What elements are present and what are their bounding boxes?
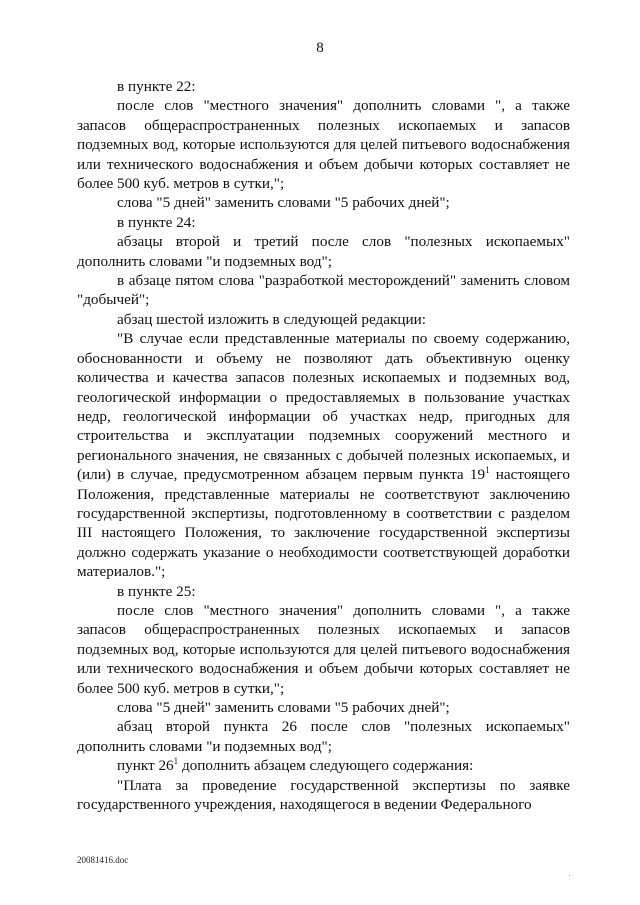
paragraph-text: "В случае если представленные материалы по своему содержанию, обоснованности и объему не позволяют дать объективную оценку количества и качества запасов полезных ископаемых и подземных вод, геологической информации о предоставляемых в пользование участках недр, геологической информации об участках недр, пригодных для строительства и эксплуатации подземных сооружений местного и регионального значения, не связанных с добычей полезных ископаемых, и (или) в случае, предусмотренном абзацем первым пункта 19 [77, 330, 570, 484]
paragraph: абзац второй пункта 26 после слов "полезных ископаемых" дополнить словами "и подземных вод"; [77, 718, 570, 755]
superscript: 1 [173, 756, 179, 767]
paragraph-text: настоящего Положения, представленные материалы не соответствуют заключению государственной экспертизы, подготовленному в соответствии с разделом III настоящего Положения, то заключение государственной экспертизы должно содержать указание о необходимости соответствующей доработки материалов."; [77, 466, 570, 581]
paragraph-text: пункт 26 [117, 757, 174, 775]
superscript: 1 [485, 465, 490, 476]
footer-filename: 20081416.doc [77, 855, 129, 865]
quoted-paragraph [77, 329, 570, 581]
paragraph: абзацы второй и третий после слов "полезных ископаемых" дополнить словами "и подземных вод"; [77, 233, 570, 270]
paragraph: абзац шестой изложить в следующей редакции: [117, 310, 426, 328]
paragraph: в абзаце пятом слова "разработкой месторождений" заменить словом "добычей"; [77, 272, 570, 309]
paragraph: в пункте 24: [117, 213, 196, 231]
paragraph [77, 756, 570, 775]
paragraph: в пункте 25: [117, 582, 196, 600]
page-number: 8 [316, 40, 324, 56]
paragraph: в пункте 22: [117, 78, 196, 95]
paragraph: слова "5 дней" заменить словами "5 рабочих дней"; [117, 194, 450, 212]
paragraph: после слов "местного значения" дополнить словами ", а также запасов общераспространенных полезных ископаемых и запасов подземных вод, которые используются для целей питьевого водоснабжения или технического водоснабжения и объем добычи которых составляет не более 500 куб. метров в сутки,"; [77, 97, 570, 193]
paragraph: после слов "местного значения" дополнить словами ", а также запасов общераспространенных полезных ископаемых и запасов подземных вод, которые используются для целей питьевого водоснабжения или технического водоснабжения и объем добычи которых составляет не более 500 куб. метров в сутки,"; [77, 601, 570, 697]
paragraph-text: дополнить абзацем следующего содержания: [178, 757, 474, 775]
document-body [77, 77, 570, 814]
paragraph: слова "5 дней" заменить словами "5 рабочих дней"; [117, 699, 450, 716]
paragraph: "Плата за проведение государственной экспертизы по заявке государственного учреждения, находящегося в ведении Федерального [77, 776, 570, 814]
bottom-mark: · [568, 870, 571, 880]
